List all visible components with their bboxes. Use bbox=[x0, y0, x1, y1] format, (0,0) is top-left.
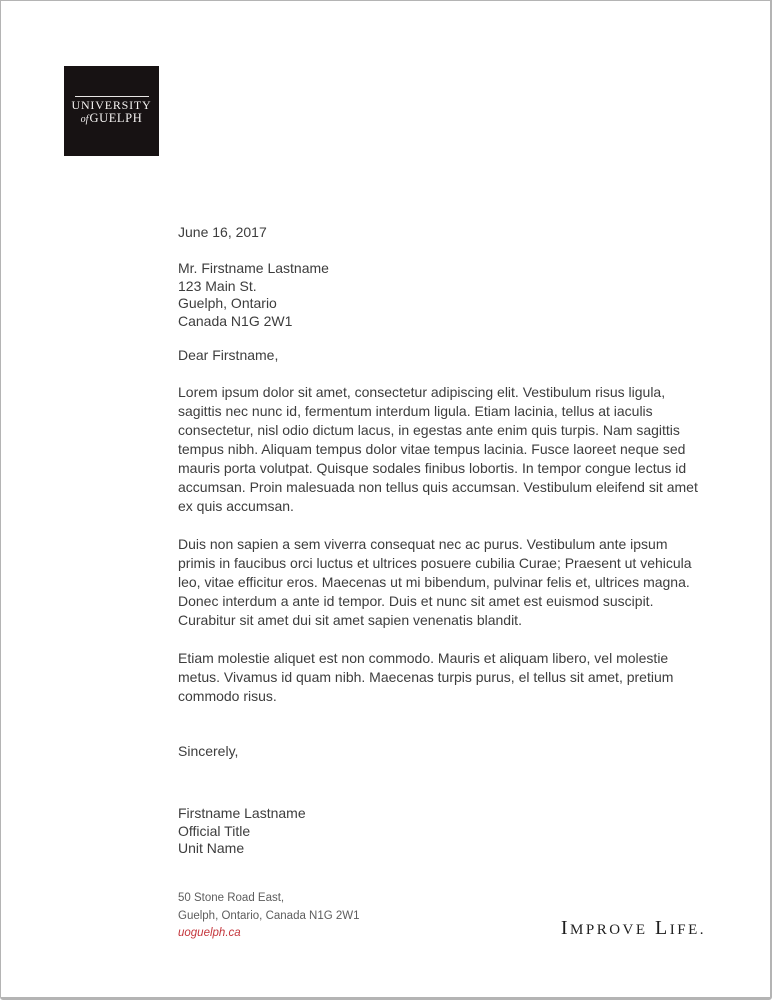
footer-address bbox=[178, 890, 360, 943]
footer-street: 50 Stone Road East, bbox=[178, 892, 285, 904]
recipient-street: 123 Main St. bbox=[178, 277, 257, 294]
tagline-word2-rest: IFE. bbox=[669, 922, 706, 938]
letter-date: June 16, 2017 bbox=[178, 224, 267, 240]
logo-wordmark bbox=[72, 96, 152, 126]
university-of-guelph-logo bbox=[64, 66, 159, 156]
letter-body bbox=[178, 223, 708, 858]
tagline-word2-lead: L bbox=[655, 917, 670, 939]
logo-guelph-text bbox=[72, 112, 152, 126]
recipient-city: Guelph, Ontario bbox=[178, 295, 277, 311]
recipient-country: Canada N1G 2W1 bbox=[178, 312, 293, 329]
logo-of-text: of bbox=[80, 114, 89, 125]
logo-rule bbox=[75, 96, 149, 97]
footer-website-link[interactable]: uoguelph.ca bbox=[178, 927, 241, 939]
logo-university-text: UNIVERSITY bbox=[71, 98, 152, 112]
signature-name: Firstname Lastname bbox=[178, 805, 306, 821]
closing: Sincerely, bbox=[178, 743, 239, 759]
tagline-word1-rest: MPROVE bbox=[570, 922, 648, 938]
paragraph-2: Duis non sapien a sem viverra consequat nec ac purus. Vestibulum ante ipsum primis in faucibus orci luctus et ultrices posuere cubilia Curae; Praesent ut vehicula leo, vitae efficitur eros. Maecenas ut mi bibendum, pulvinar felis et, ultrices magna. Donec interdum a ante id tempor. Duis et nunc sit amet est euismod suscipit. Curabitur sit amet dui sit amet sapien venenatis blandit. bbox=[178, 536, 692, 628]
tagline-word1-lead: I bbox=[560, 917, 571, 939]
footer-city: Guelph, Ontario, Canada N1G 2W1 bbox=[178, 909, 360, 922]
logo-name-text: GUELPH bbox=[89, 111, 143, 125]
recipient-name: Mr. Firstname Lastname bbox=[178, 260, 329, 276]
salutation: Dear Firstname, bbox=[178, 347, 279, 363]
paragraph-1: Lorem ipsum dolor sit amet, consectetur adipiscing elit. Vestibulum risus ligula, sagittis nec nunc id, fermentum interdum ligula. Etiam lacinia, tellus at iaculis consectetur, nisl odio dictum lacus, in egestas ante enim quis turpis. Nam sagittis tempus nibh. Aliquam tempus dolor vitae tempus lacinia. Fusce laoreet neque sed mauris porta volutpat. Quisque sodales finibus lobortis. In tempor congue lectus id accumsan. Proin malesuada non tellus quis accumsan. Vestibulum eleifend sit amet ex quis accumsan. bbox=[178, 384, 698, 514]
signature-title: Official Title bbox=[178, 822, 251, 839]
paragraph-3: Etiam molestie aliquet est non commodo. Mauris et aliquam libero, vel molestie metus. Vivamus id quam nibh. Maecenas turpis purus, el tellus sit amet, pretium commodo risus. bbox=[178, 650, 674, 704]
signature-unit: Unit Name bbox=[178, 840, 245, 856]
recipient-address bbox=[178, 260, 708, 330]
signature-block bbox=[178, 805, 708, 858]
improve-life-tagline bbox=[561, 917, 706, 940]
